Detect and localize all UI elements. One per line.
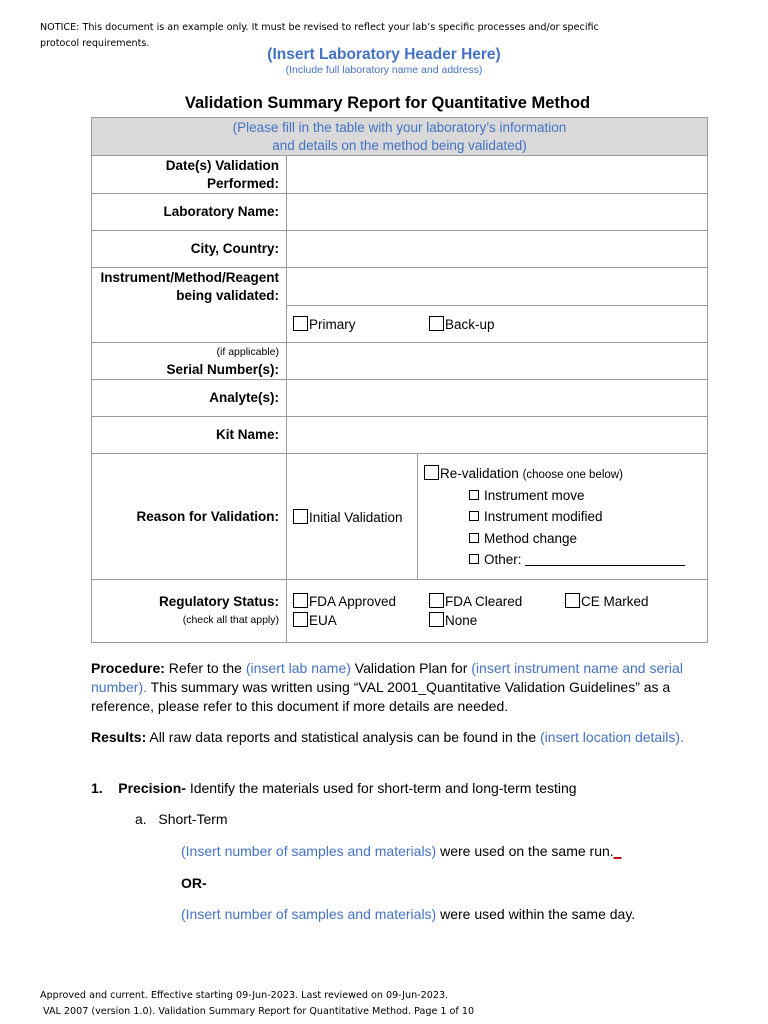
initial-validation-cell (287, 454, 418, 580)
other-text-line[interactable] (525, 553, 685, 566)
initial-validation-label: Initial Validation (309, 509, 403, 525)
same-run-text: were used on the same run. (436, 843, 614, 859)
serial-label: Serial Number(s): (166, 362, 279, 377)
checkbox-icon[interactable] (293, 593, 308, 608)
reg-option-fda-approved[interactable] (293, 592, 429, 611)
procedure-label: Procedure: (91, 660, 165, 676)
serial-label-cell (92, 343, 287, 380)
analyte-label: Analyte(s): (92, 380, 287, 417)
footer-document-id: VAL 2007 (version 1.0). Validation Summary Report for Quantitative Method. Page 1 of 10 (43, 1006, 475, 1017)
serial-number-field[interactable] (287, 343, 708, 380)
location-placeholder: (insert location details). (540, 729, 684, 745)
reg-option-ce-marked[interactable] (565, 592, 701, 611)
precision-number: 1. (91, 780, 103, 796)
or-label: OR- (181, 875, 207, 891)
revalidation-checkbox[interactable] (424, 465, 439, 480)
results-paragraph (91, 728, 691, 747)
reval-option-method-change[interactable] (469, 528, 701, 550)
notice-text: NOTICE: This document is an example only. It must be revised to reflect your lab’s specific processes and/or specific protocol requirements. (40, 22, 599, 49)
regulatory-label: Regulatory Status: (158, 594, 279, 609)
document-title: Validation Summary Report for Quantitative Method (184, 94, 591, 112)
checkbox-icon[interactable] (293, 612, 308, 627)
serial-note: (if applicable) (216, 346, 279, 358)
date-label: Date(s) Validation Performed: (92, 156, 287, 194)
checkbox-icon[interactable] (429, 612, 444, 627)
edit-mark: _ (613, 843, 622, 859)
initial-validation-checkbox[interactable] (293, 509, 308, 524)
reval-option-other[interactable] (469, 549, 701, 571)
reg-option-label: None (445, 613, 478, 628)
samples-placeholder: (Insert number of samples and materials) (181, 843, 437, 859)
initial-validation-option[interactable] (293, 510, 403, 525)
checkbox-icon[interactable] (469, 511, 479, 521)
reval-option-instrument-move[interactable] (469, 485, 701, 507)
lab-header-placeholder: (Insert Laboratory Header Here) (267, 46, 501, 63)
procedure-text: Validation Plan for (350, 660, 472, 676)
city-country-field[interactable] (287, 231, 708, 268)
revalidation-option[interactable] (424, 465, 701, 484)
results-label: Results: (91, 729, 147, 745)
reval-option-label: Other: (484, 552, 522, 567)
precision-text: Identify the materials used for short-term and long-term testing (185, 780, 577, 796)
kit-name-label: Kit Name: (92, 417, 287, 454)
procedure-text: Refer to the (164, 660, 246, 676)
laboratory-name-field[interactable] (287, 194, 708, 231)
revalidation-label: Re-validation (440, 465, 519, 481)
short-term-letter: a. (135, 811, 147, 827)
backup-checkbox[interactable] (429, 316, 444, 331)
reval-option-label: Instrument move (484, 487, 585, 503)
precision-heading (91, 779, 691, 798)
same-day-text: were used within the same day. (436, 906, 636, 922)
reg-option-label: FDA Cleared (445, 594, 523, 609)
banner-line-2: and details on the method being validated) (272, 138, 527, 153)
reg-option-label: EUA (309, 613, 337, 628)
revalidation-note: (choose one below) (522, 468, 623, 481)
instrument-placeholder: (insert instrument name and serial number). (91, 660, 683, 695)
kit-name-field[interactable] (287, 417, 708, 454)
procedure-paragraph (91, 659, 691, 716)
checkbox-icon[interactable] (469, 490, 479, 500)
reval-option-label: Instrument modified (484, 509, 603, 524)
reg-option-none[interactable] (429, 611, 565, 630)
reg-option-fda-cleared[interactable] (429, 592, 565, 611)
results-text: All raw data reports and statistical analysis can be found in the (146, 729, 541, 745)
instrument-field[interactable] (287, 268, 708, 306)
checkbox-icon[interactable] (565, 593, 580, 608)
same-day-line (181, 905, 768, 924)
lab-subheader-placeholder: (Include full laboratory name and address) (285, 64, 483, 76)
regulatory-options-cell (287, 580, 708, 643)
primary-label: Primary (309, 317, 356, 332)
reg-option-label: CE Marked (581, 594, 649, 609)
instrument-label: Instrument/Method/Reagent being validated: (92, 268, 287, 306)
date-field[interactable] (287, 156, 708, 194)
footer-approval: Approved and current. Effective starting 09-Jun-2023. Last reviewed on 09-Jun-2023. (40, 990, 449, 1001)
checkbox-icon[interactable] (469, 533, 479, 543)
checkbox-icon[interactable] (469, 554, 479, 564)
primary-checkbox[interactable] (293, 316, 308, 331)
lab-name-placeholder: (insert lab name) (245, 660, 351, 676)
analyte-field[interactable] (287, 380, 708, 417)
primary-option[interactable] (293, 316, 429, 332)
reg-option-eua[interactable] (293, 611, 429, 630)
validation-info-table (91, 117, 708, 643)
backup-label: Back-up (445, 317, 495, 332)
banner-line-1: (Please fill in the table with your laboratory’s information (232, 120, 567, 135)
checkbox-icon[interactable] (429, 593, 444, 608)
reval-option-label: Method change (484, 530, 578, 546)
precision-label: Precision- (118, 780, 186, 796)
table-banner (92, 118, 708, 156)
backup-option[interactable] (429, 316, 495, 332)
regulatory-label-cell (92, 580, 287, 643)
procedure-text: This summary was written using “VAL 2001_Quantitative Validation Guidelines” as a reference, please refer to this document if more details are needed. (91, 679, 671, 714)
reval-option-instrument-modified[interactable] (469, 506, 701, 528)
short-term-label: Short-Term (158, 811, 228, 827)
regulatory-note: (check all that apply) (182, 614, 279, 626)
city-country-label: City, Country: (92, 231, 287, 268)
reason-label: Reason for Validation: (92, 454, 287, 580)
same-run-line (181, 842, 768, 861)
reg-option-label: FDA Approved (309, 594, 397, 609)
samples-placeholder: (Insert number of samples and materials) (181, 906, 437, 922)
short-term-heading (135, 810, 735, 829)
revalidation-cell (418, 454, 708, 580)
laboratory-name-label: Laboratory Name: (92, 194, 287, 231)
primary-backup-cell (287, 306, 708, 343)
